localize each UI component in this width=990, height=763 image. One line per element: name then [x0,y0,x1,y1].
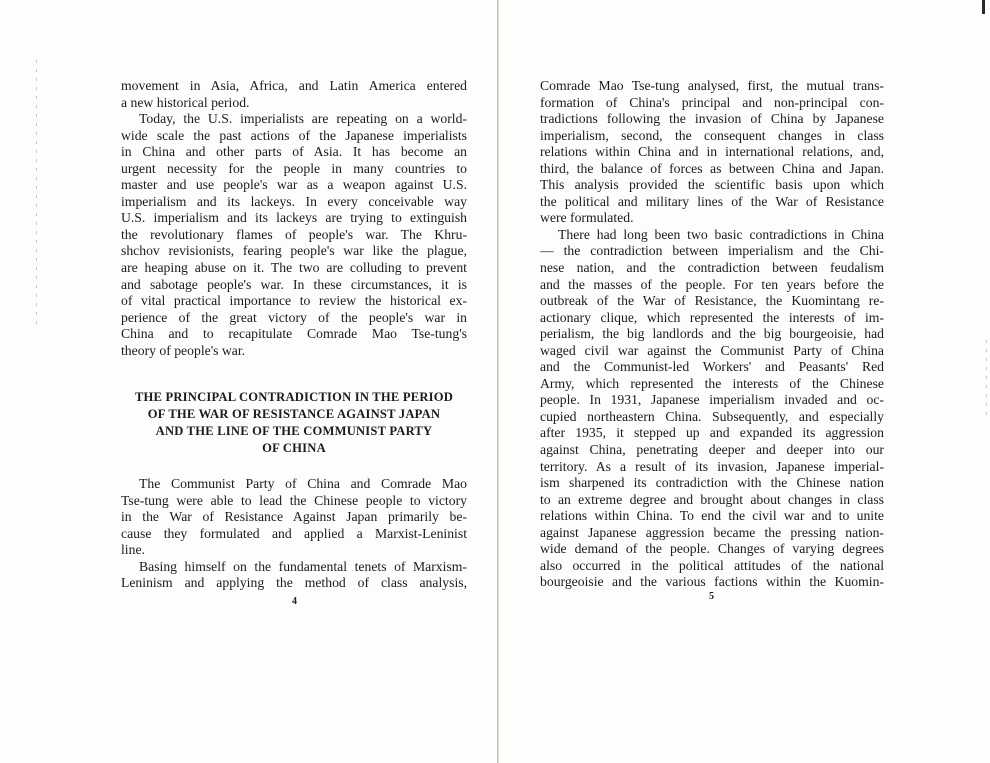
text-line: and the Communist-led Workers' and Peasants' Red [540,359,884,375]
heading-line: OF CHINA [262,441,326,455]
text-line: in the War of Resistance Against Japan primarily be- [121,509,467,525]
text-line: ism sharpened its contradiction with the Chinese nation [540,475,884,491]
text-line: master and use people's war as a weapon against U.S. [121,177,467,193]
text-line: movement in Asia, Africa, and Latin America entered [121,78,467,93]
text-line: formation of China's principal and non-principal con- [540,94,884,110]
text-line: against China, penetrating deeper and deeper into our [540,442,884,458]
text-line: the political and military lines of the War of Resistance [540,193,884,209]
text-line: relations within China and in international relations, and, [540,144,884,160]
text-line: also occurred in the political attitudes of the national [540,557,884,573]
text-line: Leninism and applying the method of class analysis, [121,575,467,591]
text-line: a new historical period. [121,94,250,110]
page-number: 5 [709,591,714,602]
left-page-body-text [121,476,467,592]
text-line: and sabotage people's war. In these circumstances, it is [121,276,467,292]
text-line: — the contradiction between imperialism and the Chi- [540,243,884,259]
text-line: wide scale the past actions of the Japanese imperialists [121,127,467,143]
text-line: waged civil war against the Communist Party of China [540,342,884,358]
left-page-top-text [121,78,467,359]
text-line: imperialism, second, the consequent changes in class [540,127,884,143]
text-line: outbreak of the War of Resistance, the Kuomintang re- [540,293,884,309]
section-heading [121,389,467,457]
text-line: relations within China. To end the civil war and to unite [540,508,884,524]
text-line: U.S. imperialism and its lackeys are trying to extinguish [121,210,467,226]
text-line: Today, the U.S. imperialists are repeating on a world- [139,111,467,127]
text-line: cupied northeastern China. Subsequently, and especially [540,408,884,424]
heading-line: AND THE LINE OF THE COMMUNIST PARTY [155,424,433,438]
right-page [499,0,990,763]
text-line: shchov revisionists, fearing people's war like the plague, [121,243,467,259]
text-line: third, the balance of forces as between China and Japan. [540,160,884,176]
text-line: actionary clique, which represented the interests of im- [540,309,884,325]
text-line: people. In 1931, Japanese imperialism invaded and oc- [540,392,884,408]
text-line: Tse-tung were able to lead the Chinese people to victory [121,492,467,508]
text-line: after 1935, it stepped up and expanded its aggression [540,425,884,441]
text-line: imperialism and its lackeys. In every conceivable way [121,193,467,209]
text-line: China and to recapitulate Comrade Mao Tse-tung's [121,326,467,342]
text-line: and the masses of the people. For ten years before the [540,276,884,292]
text-line: against Japanese aggression became the pressing nation- [540,524,884,540]
text-line: There had long been two basic contradictions in China [558,226,884,242]
text-line: are heaping abuse on it. The two are colluding to prevent [121,260,467,276]
text-line: territory. As a result of its invasion, Japanese imperial- [540,458,884,474]
text-line: nese nation, and the contradiction between feudalism [540,260,884,276]
text-line: tradictions following the invasion of China by Japanese [540,111,884,127]
text-line: were formulated. [540,210,634,226]
text-line: The Communist Party of China and Comrade Mao [139,476,467,491]
text-line: the revolutionary flames of people's war. The Khru- [121,226,467,242]
text-line: of vital practical importance to review the historical ex- [121,293,467,309]
text-line: Basing himself on the fundamental tenets of Marxism- [139,558,467,574]
text-line: urgent necessity for the people in many countries to [121,160,467,176]
text-line: bourgeoisie and the various factions within the Kuomin- [540,574,884,590]
heading-line: OF THE WAR OF RESISTANCE AGAINST JAPAN [147,407,441,421]
text-line: This analysis provided the scientific basis upon which [540,177,884,193]
text-line: cause they formulated and applied a Marxist-Leninist [121,525,467,541]
text-line: to an extreme degree and brought about changes in class [540,491,884,507]
text-line: Comrade Mao Tse-tung analysed, first, the mutual trans- [540,78,884,93]
text-line: line. [121,542,145,558]
text-line: perialism, the big landlords and the big bourgeoisie, had [540,326,884,342]
text-line: Army, which represented the interests of the Chinese [540,375,884,391]
heading-line: THE PRINCIPAL CONTRADICTION IN THE PERIOD [134,390,454,404]
text-line: wide demand of the people. Changes of varying degrees [540,541,884,557]
page-number: 4 [292,596,297,607]
text-line: perience of the great victory of the people's war in [121,309,467,325]
text-line: theory of people's war. [121,342,246,358]
text-line: in China and other parts of Asia. It has become an [121,144,467,160]
right-page-text [540,78,884,591]
